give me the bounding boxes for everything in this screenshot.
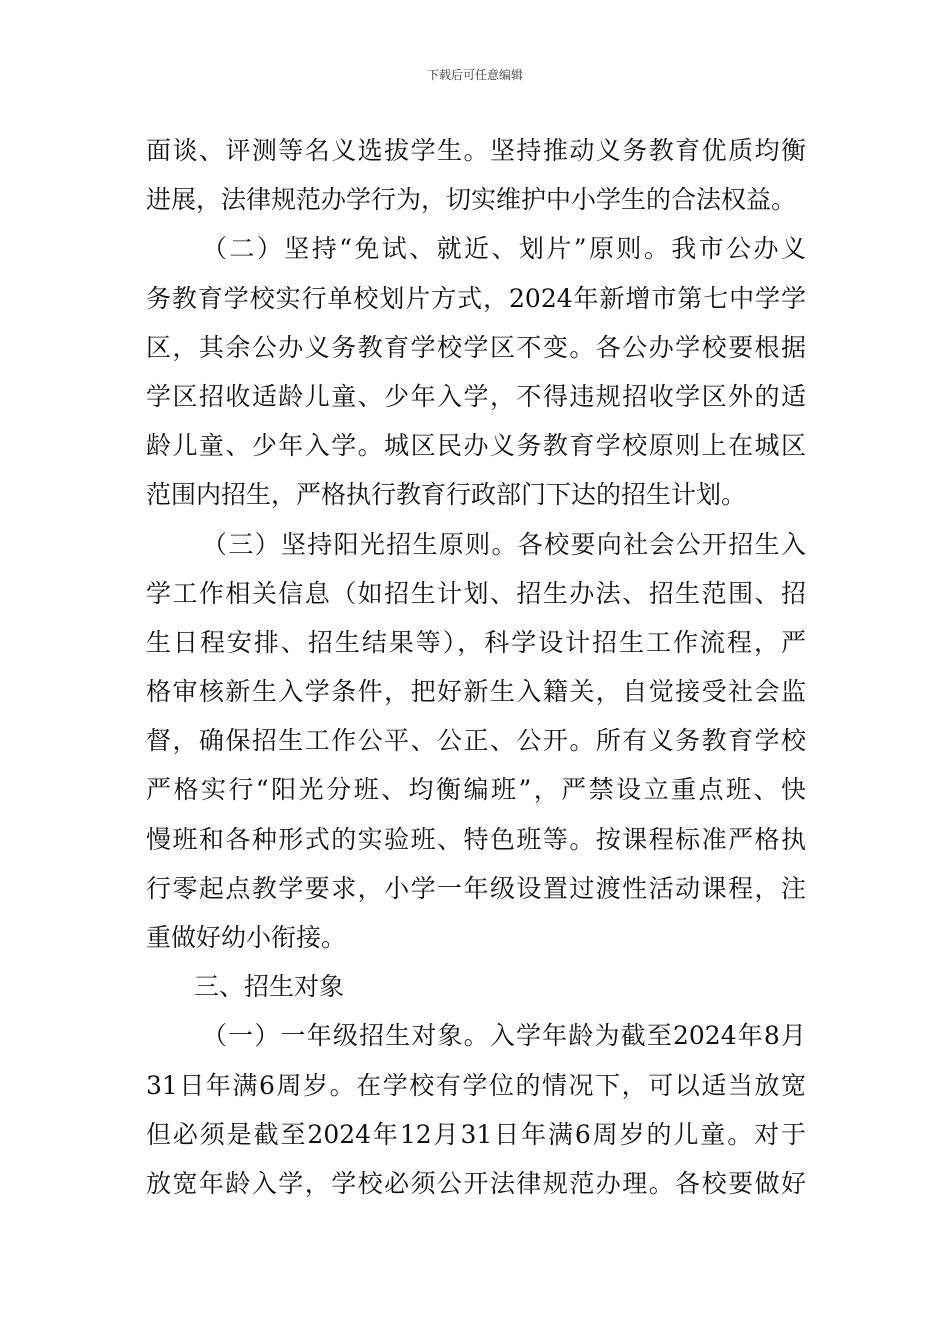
text-line: 慢班和各种形式的实验班、特色班等。按课程标准严格执 — [146, 824, 806, 854]
text-line: 进展，法律规范办学行为，切实维护中小学生的合法权益。 — [146, 185, 797, 215]
text-line: 生日程安排、招生结果等），科学设计招生工作流程，严 — [146, 627, 806, 657]
text-line: 格审核新生入学条件，把好新生入籍关，自觉接受社会监 — [146, 677, 806, 707]
text-line: 严格实行“阳光分班、均衡编班”，严禁设立重点班、快 — [146, 775, 806, 805]
body-text — [146, 126, 806, 1208]
text-line: （三）坚持阳光招生原则。各校要向社会公开招生入 — [202, 529, 806, 559]
text-line: 范围内招生，严格执行教育行政部门下达的招生计划。 — [146, 480, 747, 510]
text-line: 放宽年龄入学，学校必须公开法律规范办理。各校要做好 — [146, 1168, 806, 1198]
text-line: 行零起点教学要求，小学一年级设置过渡性活动课程，注 — [146, 873, 806, 903]
text-line: 31日年满6周岁。在学校有学位的情况下，可以适当放宽 — [146, 1070, 806, 1100]
text-line: 督，确保招生工作公平、公正、公开。所有义务教育学校 — [146, 726, 806, 756]
text-line: 重做好幼小衔接。 — [146, 923, 347, 952]
text-line: 但必须是截至2024年12月31日年满6周岁的儿童。对于 — [146, 1119, 806, 1149]
section-heading: 三、招生对象 — [194, 972, 345, 1002]
text-line: 龄儿童、少年入学。城区民办义务教育学校原则上在城区 — [146, 431, 806, 461]
text-line: （一）一年级招生对象。入学年龄为截至2024年8月 — [202, 1021, 806, 1051]
text-line: 务教育学校实行单校划片方式，2024年新增市第七中学学 — [146, 283, 806, 313]
page-header: 下载后可任意编辑 — [426, 68, 523, 82]
text-line: 区，其余公办义务教育学校学区不变。各公办学校要根据 — [146, 332, 806, 362]
text-line: 学区招收适龄儿童、少年入学，不得违规招收学区外的适 — [146, 381, 806, 411]
text-line: （二）坚持“免试、就近、划片”原则。我市公办义 — [202, 234, 806, 264]
text-line: 面谈、评测等名义选拔学生。坚持推动义务教育优质均衡 — [146, 136, 806, 165]
text-line: 学工作相关信息（如招生计划、招生办法、招生范围、招 — [146, 578, 806, 608]
